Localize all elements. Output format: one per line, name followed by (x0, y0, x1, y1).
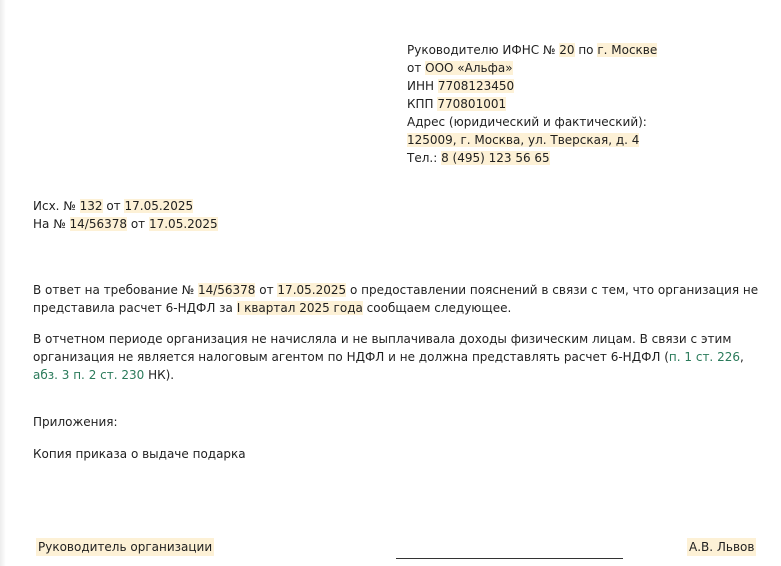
body-paragraph-1: В ответ на требование № 14/56378 от 17.05.2025 о предоставлении пояснений в связи с тем, что организация не представила расчет 6-НДФЛ за I квартал 2025 года сообщаем следующее. (33, 283, 759, 315)
address-label: Адрес (юридический и фактический): (407, 115, 647, 129)
requirement-number-field[interactable]: 14/56378 (197, 283, 256, 297)
period-field[interactable]: I квартал 2025 года (236, 301, 363, 315)
incoming-date-field[interactable]: 17.05.2025 (148, 217, 218, 231)
outgoing-ref-line: Исх. № 132 от 17.05.2025 (33, 199, 194, 213)
phone-field[interactable]: 8 (495) 123 56 65 (441, 151, 550, 165)
reference-block (33, 197, 218, 233)
city-field[interactable]: г. Москве (597, 43, 658, 57)
inn-line: ИНН 7708123450 (407, 79, 515, 93)
inn-field[interactable]: 7708123450 (437, 79, 515, 93)
address-field[interactable]: 125009, г. Москва, ул. Тверская, д. 4 (407, 133, 640, 147)
page-edge-shadow (0, 0, 6, 566)
kpp-line: КПП 770801001 (407, 97, 507, 111)
attachments-title: Приложения: (33, 415, 118, 429)
inspection-number-field[interactable]: 20 (559, 43, 575, 57)
outgoing-date-field[interactable]: 17.05.2025 (124, 199, 194, 213)
law-link-art-230[interactable]: абз. 3 п. 2 ст. 230 (33, 368, 145, 382)
signature-line (396, 558, 623, 559)
recipient-from-line: от ООО «Альфа» (407, 61, 513, 75)
phone-line: Тел.: 8 (495) 123 56 65 (407, 151, 550, 165)
recipient-block (407, 41, 657, 167)
signer-role-field[interactable]: Руководитель организации (38, 540, 213, 554)
body-paragraph-2: В отчетном периоде организация не начисляла и не выплачивала доходы физическим лицам. В связи с этим организация не является налоговым агентом по НДФЛ и не должна представлять расчет 6-НДФЛ (п. 1 ст. 226, абз. 3 п. 2 ст. 230 НК). (33, 332, 744, 382)
requirement-date-field[interactable]: 17.05.2025 (277, 283, 347, 297)
incoming-ref-line: На № 14/56378 от 17.05.2025 (33, 217, 218, 231)
law-link-art-226[interactable]: п. 1 ст. 226 (668, 350, 740, 364)
kpp-field[interactable]: 770801001 (437, 97, 507, 111)
outgoing-number-field[interactable]: 132 (79, 199, 103, 213)
recipient-head-line: Руководителю ИФНС № 20 по г. Москве (407, 43, 658, 57)
address-line (407, 131, 657, 149)
incoming-number-field[interactable]: 14/56378 (69, 217, 127, 231)
attachment-item: Копия приказа о выдаче подарка (33, 447, 246, 461)
signer-name-field[interactable]: А.В. Львов (689, 540, 755, 554)
org-name-field[interactable]: ООО «Альфа» (425, 61, 513, 75)
